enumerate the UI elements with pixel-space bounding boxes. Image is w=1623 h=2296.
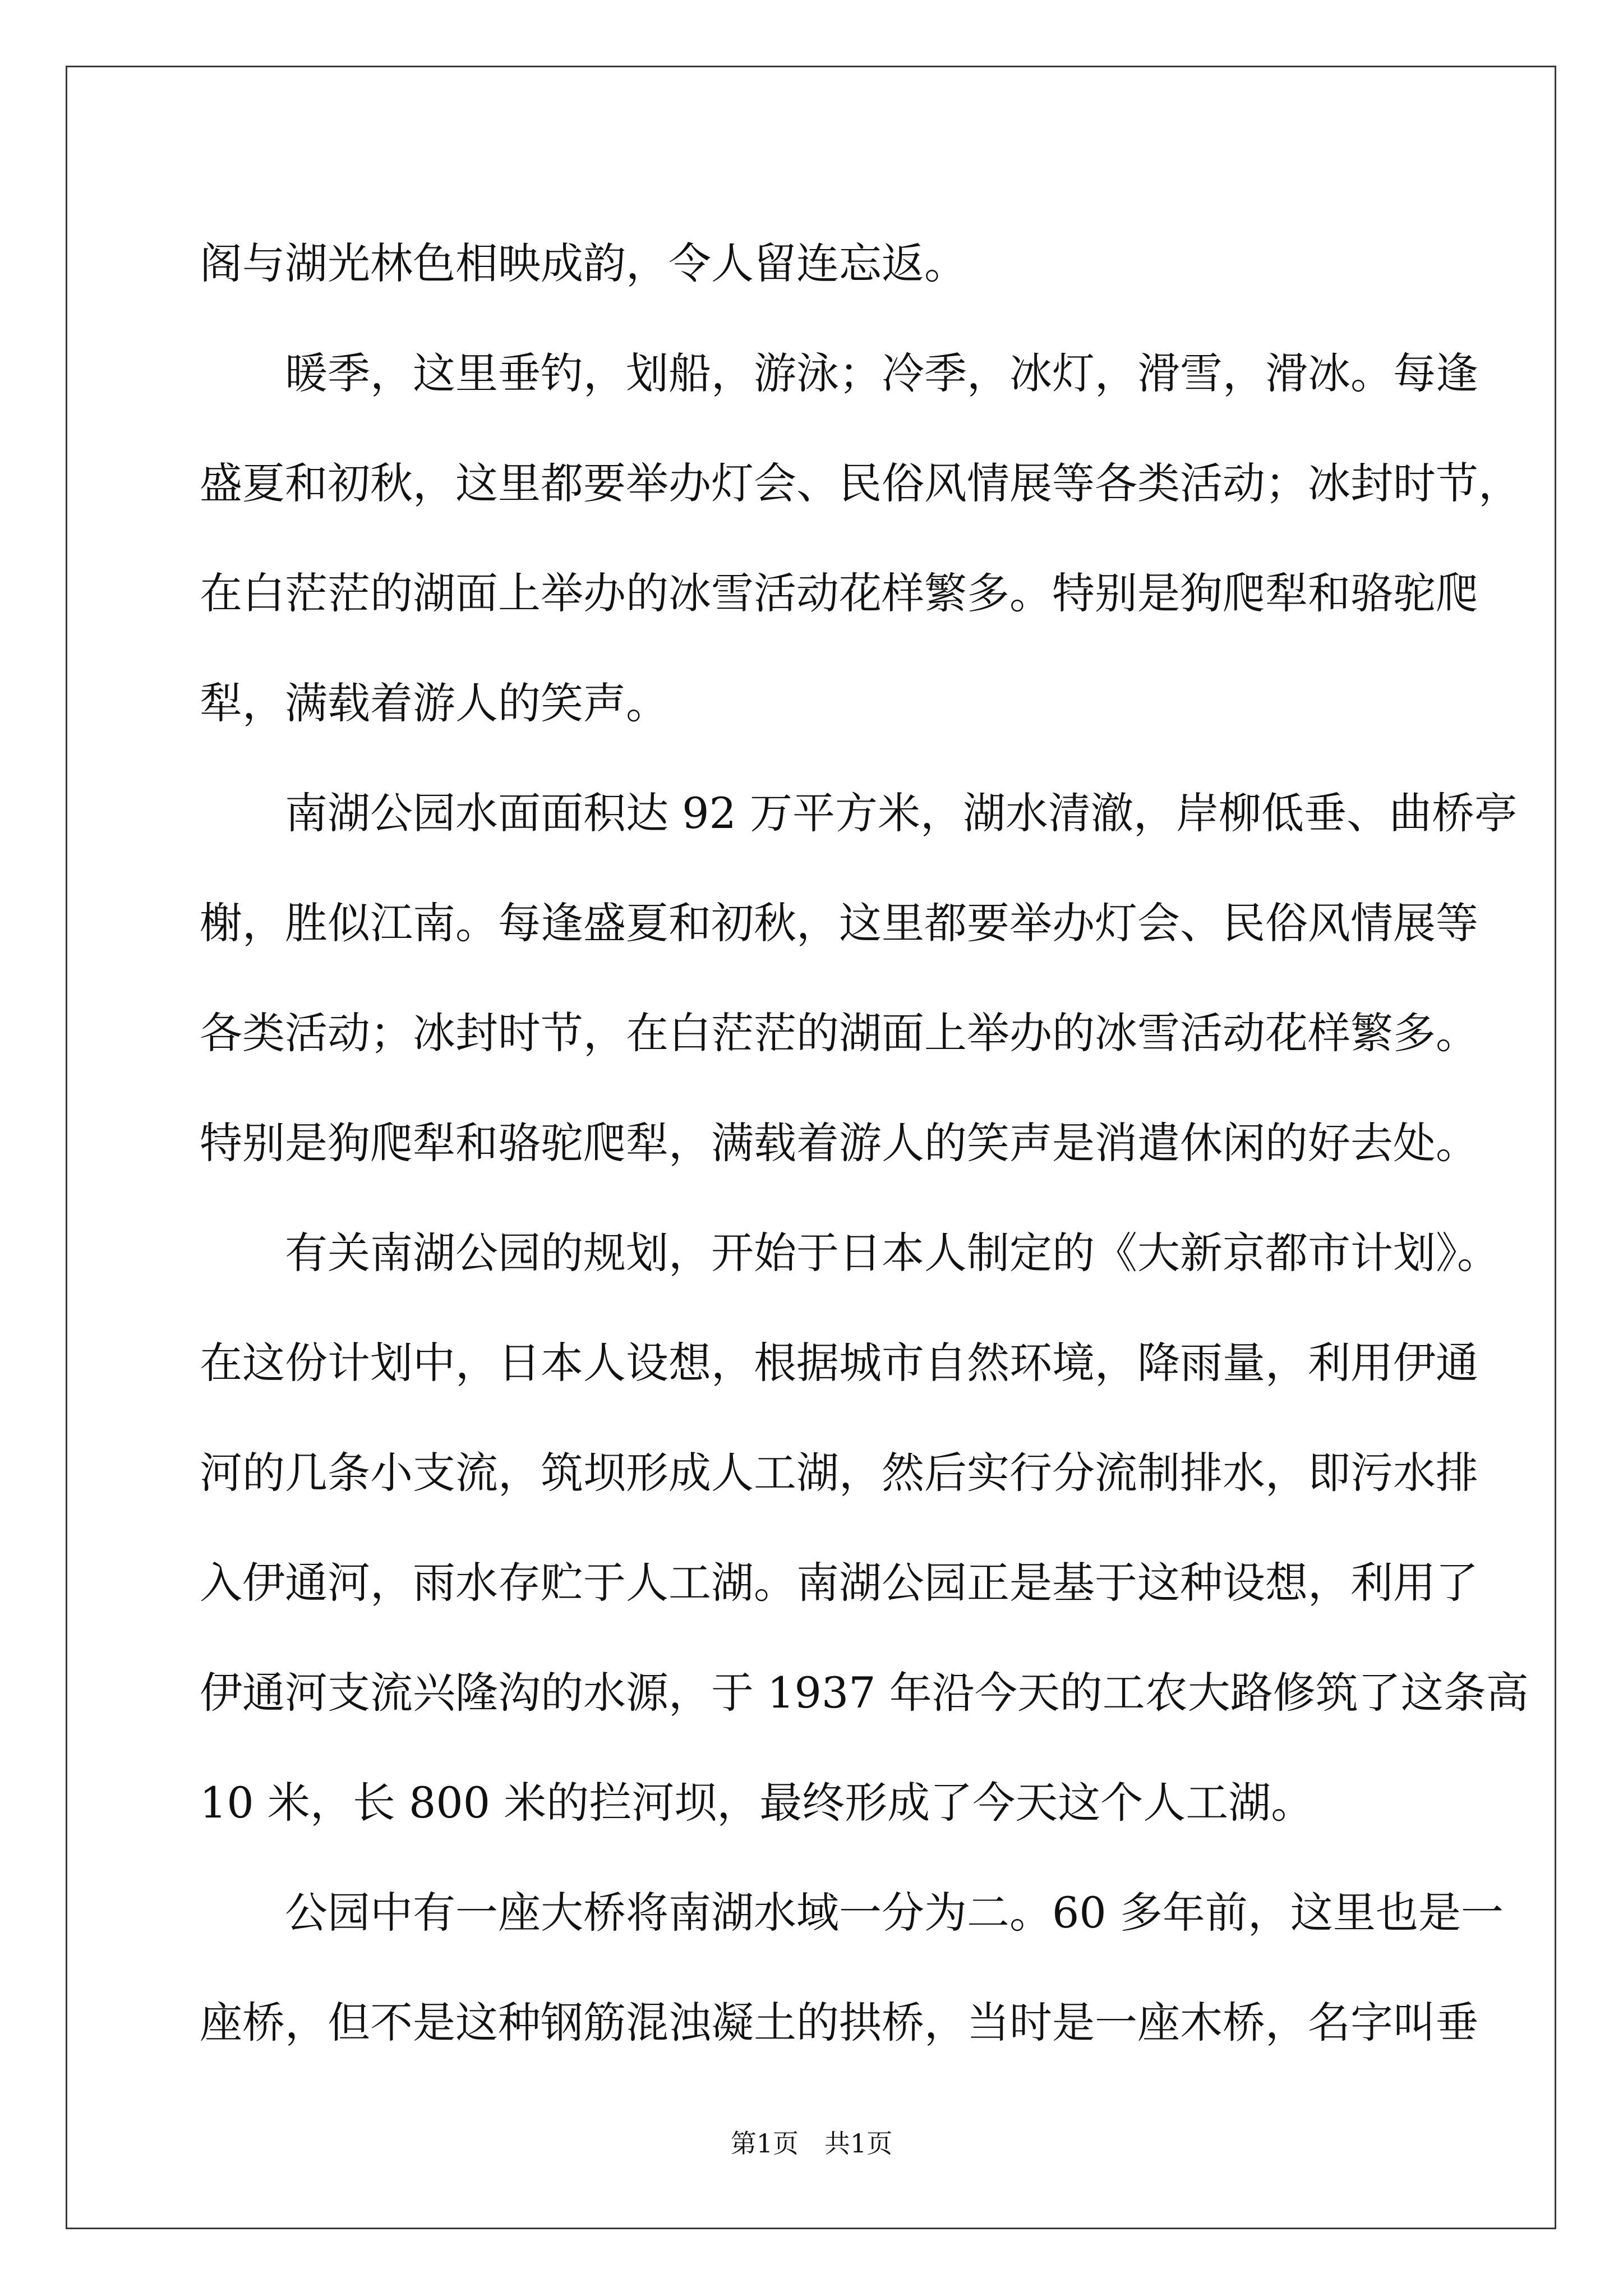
text-line: 在这份计划中，日本人设想，根据城市自然环境，降雨量，利用伊通 <box>200 1338 1478 1388</box>
text-line: 入伊通河，雨水存贮于人工湖。南湖公园正是基于这种设想，利用了 <box>200 1558 1478 1608</box>
text-line: 在白茫茫的湖面上举办的冰雪活动花样繁多。特别是狗爬犁和骆驼爬 <box>200 568 1478 618</box>
text-line: 南湖公园水面面积达 92 万平方米，湖水清澈，岸柳低垂、曲桥亭 <box>285 788 1518 838</box>
text-line: 暖季，这里垂钓，划船，游泳；冷季，冰灯，滑雪，滑冰。每逢 <box>285 348 1478 398</box>
page-number: 第1页 <box>730 2128 799 2159</box>
text-line: 河的几条小支流，筑坝形成人工湖，然后实行分流制排水，即污水排 <box>200 1448 1478 1498</box>
text-line: 特别是狗爬犁和骆驼爬犁，满载着游人的笑声是消遣休闲的好去处。 <box>200 1118 1478 1168</box>
document-body <box>200 209 1529 2078</box>
text-line: 榭，胜似江南。每逢盛夏和初秋，这里都要举办灯会、民俗风情展等 <box>200 898 1478 948</box>
text-line: 盛夏和初秋，这里都要举办灯会、民俗风情展等各类活动；冰封时节， <box>200 458 1521 508</box>
page-footer <box>0 2123 1623 2160</box>
text-line: 各类活动；冰封时节，在白茫茫的湖面上举办的冰雪活动花样繁多。 <box>200 1008 1478 1058</box>
text-line: 座桥，但不是这种钢筋混浊凝土的拱桥，当时是一座木桥，名字叫垂 <box>200 1998 1478 2047</box>
text-line: 10 米，长 800 米的拦河坝，最终形成了今天这个人工湖。 <box>200 1778 1314 1828</box>
text-line: 阁与湖光林色相映成韵，令人留连忘返。 <box>200 238 967 288</box>
text-line: 有关南湖公园的规划，开始于日本人制定的《大新京都市计划》。 <box>285 1228 1500 1278</box>
text-line: 伊通河支流兴隆沟的水源，于 1937 年沿今天的工农大路修筑了这条高 <box>200 1668 1529 1718</box>
text-line: 公园中有一座大桥将南湖水域一分为二。60 多年前，这里也是一 <box>285 1888 1504 1938</box>
page-total: 共1页 <box>824 2128 893 2159</box>
text-line: 犁，满载着游人的笑声。 <box>200 678 668 728</box>
